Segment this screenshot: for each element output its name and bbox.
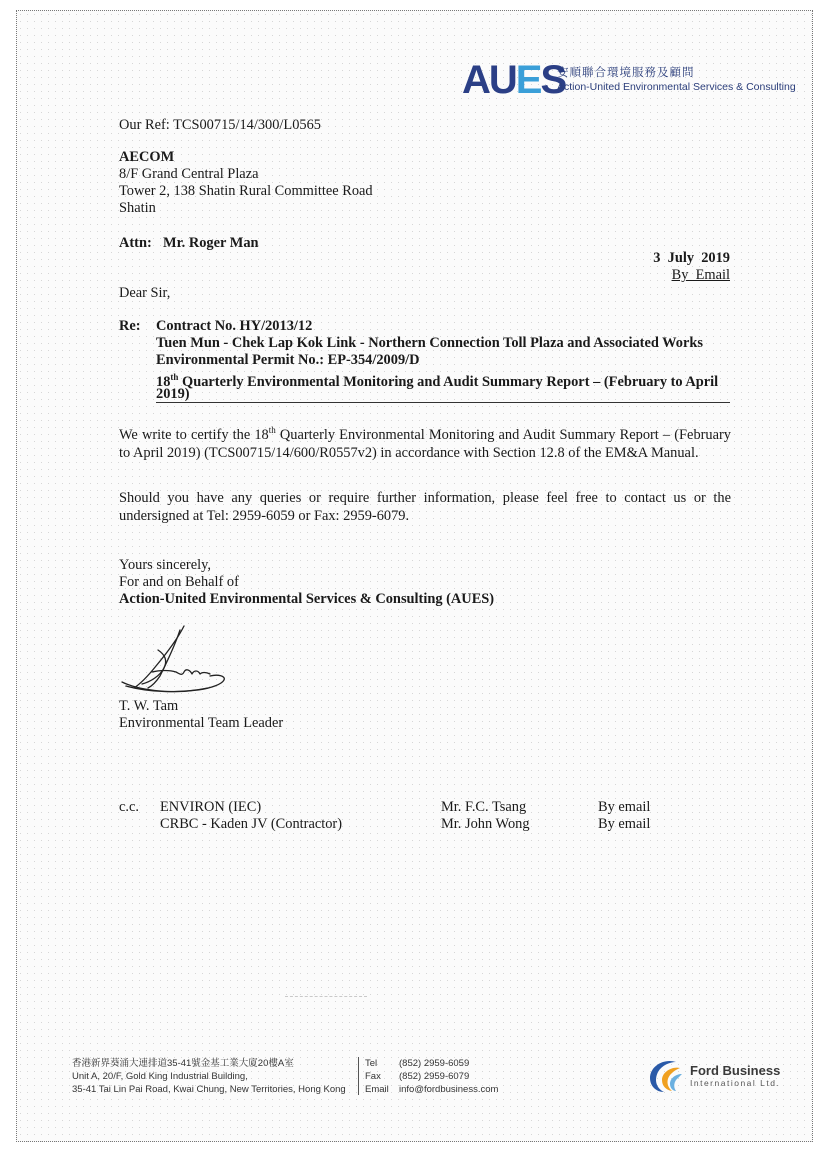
footer-email: info@fordbusiness.com (399, 1084, 499, 1095)
re-label: Re: (119, 318, 141, 334)
contact-paragraph-line1: Should you have any queries or require further information, please feel free to contact us or the (119, 490, 731, 506)
recipient-address-line3: Shatin (119, 200, 156, 216)
attention-label: Attn: (119, 235, 152, 251)
letter-date: 3 July 2019 (653, 250, 730, 266)
ford-business-logo-icon (646, 1058, 686, 1094)
footer-tel: (852) 2959-6059 (399, 1058, 470, 1069)
cc-person-2: Mr. John Wong (441, 816, 530, 832)
logo-letter-u: U (488, 58, 516, 102)
certify-paragraph-line2: to April 2019) (TCS00715/14/600/R0557v2) in accordance with Section 12.8 of the EM&A Manual. (119, 444, 699, 461)
handwritten-signature (118, 620, 228, 698)
re-report-title-cont: 2019) (156, 386, 190, 402)
footer-address-chinese: 香港新界葵涌大連排道35-41號金基工業大廈20樓A室 (72, 1058, 294, 1069)
cc-method-1: By email (598, 799, 651, 815)
re-report-ordinal: th (170, 372, 179, 382)
attention-name: Mr. Roger Man (163, 235, 259, 251)
footer-address-line1: Unit A, 20/F, Gold King Industrial Building, (72, 1071, 248, 1082)
re-permit-no: Environmental Permit No.: EP-354/2009/D (156, 352, 420, 368)
re-report-title (156, 369, 718, 391)
ford-business-wordmark (690, 1064, 780, 1088)
footer-address-line2: 35-41 Tai Lin Pai Road, Kwai Chung, New Territories, Hong Kong (72, 1084, 346, 1095)
salutation: Dear Sir, (119, 285, 171, 301)
re-report-title-text: Quarterly Environmental Monitoring and Audit Summary Report – (February to April (178, 373, 719, 390)
re-divider (156, 402, 730, 403)
company-name-english: Action-United Environmental Services & Consulting (557, 81, 796, 93)
re-contract-no: Contract No. HY/2013/12 (156, 318, 313, 334)
footer-fax: (852) 2959-6079 (399, 1071, 470, 1082)
aues-logo (462, 60, 565, 100)
ford-business-subtitle: International Ltd. (690, 1078, 781, 1088)
recipient-name: AECOM (119, 149, 175, 165)
certify-text-post: Quarterly Environmental Monitoring and Audit Summary Report – (February (275, 426, 731, 443)
company-name-chinese: 安順聯合環境服務及顧問 (557, 67, 695, 79)
cc-label: c.c. (119, 799, 139, 815)
footer-fax-label: Fax (365, 1071, 381, 1082)
cc-person-1: Mr. F.C. Tsang (441, 799, 527, 815)
signer-name: T. W. Tam (119, 698, 179, 714)
certify-paragraph (119, 421, 731, 462)
our-reference: Our Ref: TCS00715/14/300/L0565 (119, 117, 322, 133)
re-report-number: 18 (156, 373, 171, 390)
cc-org-2: CRBC - Kaden JV (Contractor) (160, 816, 342, 832)
contact-paragraph (119, 489, 731, 525)
footer-email-label: Email (365, 1084, 389, 1095)
ford-business-name: Ford Business (690, 1063, 781, 1078)
certify-text-pre: We write to certify the 18 (119, 426, 269, 443)
logo-letter-s: S (540, 58, 566, 102)
cc-method-2: By email (598, 816, 651, 832)
certify-ordinal: th (268, 425, 276, 435)
recipient-address-line1: 8/F Grand Central Plaza (119, 166, 259, 182)
certify-paragraph-line1 (119, 421, 731, 444)
sender-company: Action-United Environmental Services & Consulting (AUES) (119, 591, 495, 607)
faint-scan-mark (285, 996, 367, 997)
delivery-method: By Email (671, 267, 730, 283)
recipient-address-line2: Tower 2, 138 Shatin Rural Committee Road (119, 183, 373, 199)
contact-paragraph-line2: undersigned at Tel: 2959-6059 or Fax: 2959-6079. (119, 508, 410, 524)
footer-divider (358, 1057, 359, 1095)
logo-letter-a: A (462, 58, 489, 102)
footer-tel-label: Tel (365, 1058, 378, 1069)
logo-letter-e: E (515, 58, 541, 102)
on-behalf-line: For and on Behalf of (119, 574, 239, 590)
company-name-block (557, 66, 796, 94)
cc-org-1: ENVIRON (IEC) (160, 799, 262, 815)
closing-line: Yours sincerely, (119, 557, 211, 573)
re-project-name: Tuen Mun - Chek Lap Kok Link - Northern Connection Toll Plaza and Associated Works (156, 335, 703, 351)
signer-title: Environmental Team Leader (119, 715, 284, 731)
